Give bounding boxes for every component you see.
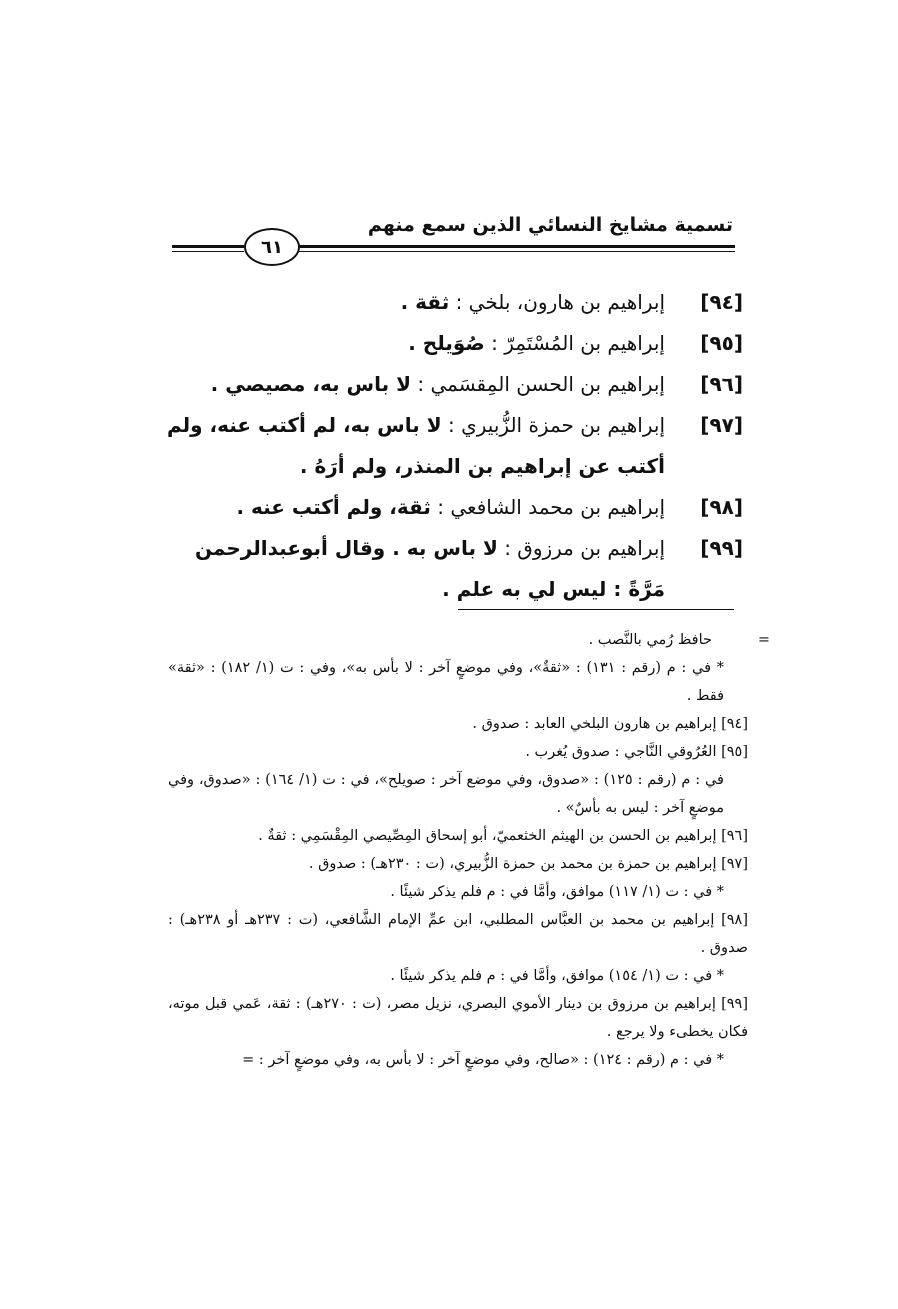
entry-verdict: ثقة . xyxy=(400,290,450,314)
footnote-line: [٩٤] إبراهيم بن هارون البلخي العابد : صدوق . xyxy=(472,716,748,732)
entry-99 xyxy=(165,528,743,610)
entry-name: إبراهيم بن المُسْتَمِرّ : xyxy=(491,331,665,355)
footnote-line: [٩٨] إبراهيم بن محمد بن العبَّاس المطلبي، ابن عمِّ الإمام الشَّافعي، (ت : ٢٣٧هـ أو ٢٣٨هـ) : صدوق . xyxy=(168,912,749,956)
running-header-title: تسمية مشايخ النسائي الذين سمع منهم xyxy=(367,214,733,236)
footnotes xyxy=(168,626,770,1074)
footnote-line: * في : م (رقم : ١٣١) : «ثقةٌ»، وفي موضعٍ آخر : لا بأس به»، وفي : ت (١/ ١٨٢) : «ثقة» فقط . xyxy=(168,660,724,704)
entry-number: [٩٦] xyxy=(700,372,743,396)
footnote-text: حافظ رُمي بالنَّصب . xyxy=(588,632,712,648)
continuation-mark: = xyxy=(757,632,770,648)
footnote-line: * في : م (رقم : ١٢٤) : «صالح، وفي موضعٍ آخر : لا بأس به، وفي موضعٍ آخر : = xyxy=(242,1052,724,1068)
entry-verdict: ثقة، ولم أكتب عنه . xyxy=(236,495,431,519)
footnote-line: في : م (رقم : ١٢٥) : «صدوق، وفي موضع آخر : صويلح»، في : ت (١/ ١٦٤) : «صدوق، وفي موضعٍ آخر : ليس به بأسٌ» . xyxy=(168,772,724,816)
entry-name: إبراهيم بن حمزة الزُّبيري : xyxy=(448,413,665,437)
entry-number: [٩٨] xyxy=(700,495,743,519)
entry-name: إبراهيم بن الحسن المِقسَمي : xyxy=(417,372,665,396)
entry-verdict: صُوَيلح . xyxy=(408,331,485,355)
entry-number: [٩٩] xyxy=(700,536,743,560)
entry-95 xyxy=(165,323,743,364)
footnote-line: [٩٦] إبراهيم بن الحسن بن الهيثم الخثعميّ، أبو إسحاق المِصِّيصي المِقْسَمِي : ثقةٌ . xyxy=(258,828,748,844)
footnote-line: [٩٥] العُرُوقي النَّاجي : صدوق يُغرب . xyxy=(525,744,748,760)
main-text xyxy=(165,282,743,610)
footnote-line: * في : ت (١/ ١٥٤) موافق، وأمَّا في : م فلم يذكر شيئًا . xyxy=(390,968,724,984)
footnote-line: * في : ت (١/ ١١٧) موافق، وأمَّا في : م فلم يذكر شيئًا . xyxy=(390,884,724,900)
entry-verdict: لا باس به، مصيصي . xyxy=(210,372,412,396)
header-rule xyxy=(298,245,735,248)
entry-number: [٩٥] xyxy=(700,331,743,355)
entry-verdict: لا باس به . وقال أبوعبدالرحمن مَرَّةً : ليس لي به علم . xyxy=(194,536,665,601)
entry-97 xyxy=(165,405,743,487)
footnote-separator xyxy=(458,609,734,610)
entry-name: إبراهيم بن هارون، بلخي : xyxy=(455,290,665,314)
entry-96 xyxy=(165,364,743,405)
entry-number: [٩٤] xyxy=(700,290,743,314)
entry-number: [٩٧] xyxy=(700,413,743,437)
page-number: ٦١ xyxy=(244,228,300,266)
entry-name: إبراهيم بن محمد الشافعي : xyxy=(437,495,665,519)
entry-name: إبراهيم بن مرزوق : xyxy=(504,536,665,560)
footnote-line: [٩٧] إبراهيم بن حمزة بن محمد بن حمزة الزُّبيري، (ت : ٢٣٠هـ) : صدوق . xyxy=(308,856,748,872)
header-rule-left xyxy=(172,245,244,248)
entry-verdict: لا باس به، لم أكتب عنه، ولم أكتب عن إبراهيم بن المنذر، ولم أرَهُ . xyxy=(166,413,665,478)
entry-98 xyxy=(165,487,743,528)
footnote-line: [٩٩] إبراهيم بن مرزوق بن دينار الأموي البصري، نزيل مصر، (ت : ٢٧٠هـ) : ثقة، عَمي قبل موته، فكان يخطىء ولا يرجع . xyxy=(168,996,748,1040)
footnote-line xyxy=(168,626,770,654)
entry-94 xyxy=(165,282,743,323)
